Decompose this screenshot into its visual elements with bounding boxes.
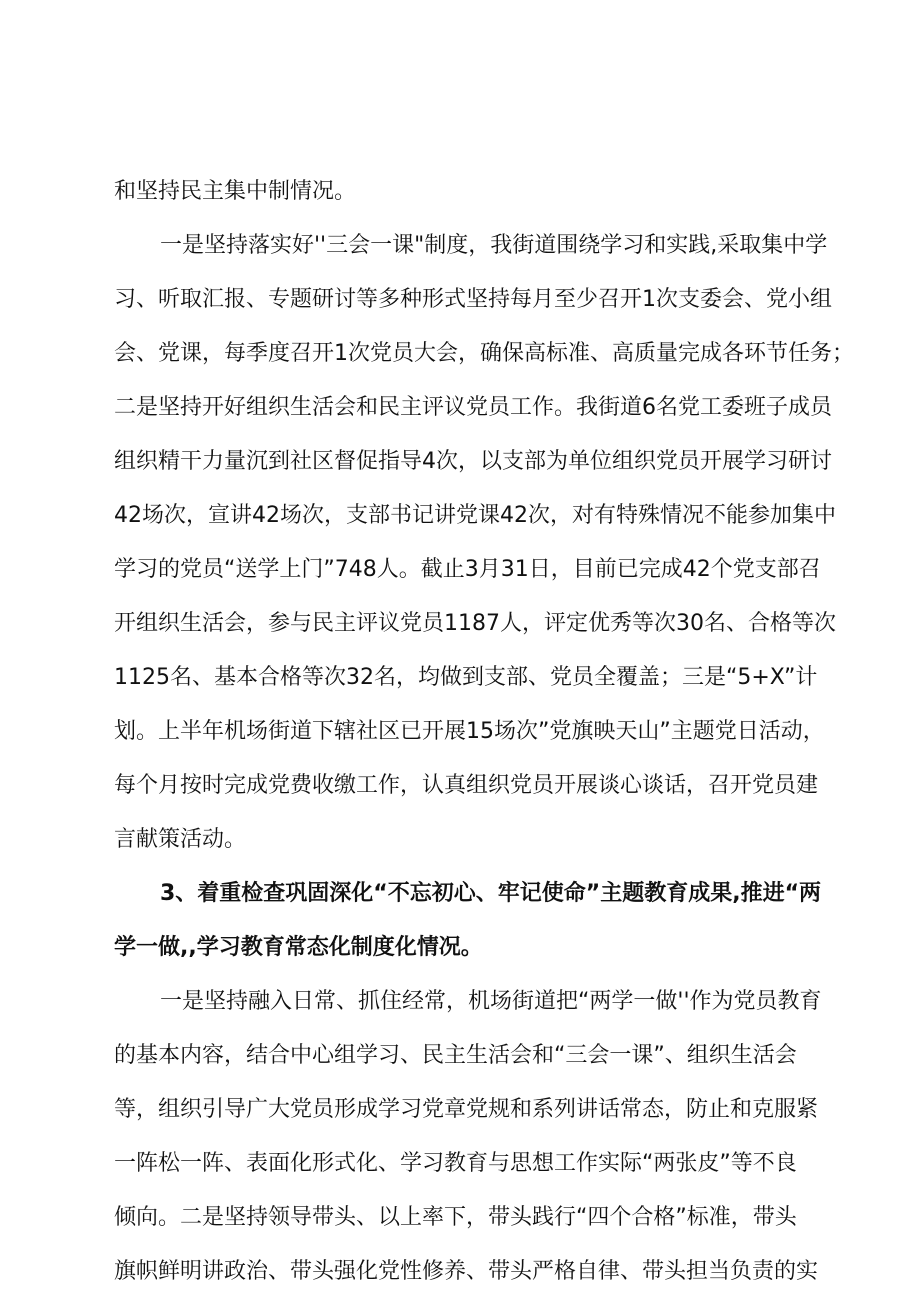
paragraph-line: 一阵松一阵、表面化形式化、学习教育与思想工作实际“两张皮”等不良 <box>114 1151 797 1176</box>
paragraph-line: 42场次，宣讲42场次，支部书记讲党课42次，对有特殊情况不能参加集中 <box>114 503 836 528</box>
paragraph-line: 等，组织引导广大党员形成学习党章党规和系列讲话常态，防止和克服紧 <box>114 1097 819 1122</box>
paragraph-two-studies <box>114 975 822 1299</box>
heading-line: 3、着重检查巩固深化“不忘初心、牢记使命”主题教育成果,推进“两 <box>160 881 822 906</box>
heading-line: 学一做,,学习教育常态化制度化情况。 <box>114 935 483 960</box>
paragraph-line: 会、党课，每季度召开1次党员大会，确保高标准、高质量完成各环节任务； <box>114 341 854 366</box>
paragraph-line: 组织精干力量沉到社区督促指导4次，以支部为单位组织党员开展学习研讨 <box>114 449 832 474</box>
section-heading <box>114 867 822 975</box>
paragraph-line: 二是坚持开好组织生活会和民主评议党员工作。我街道6名党工委班子成员 <box>114 395 832 420</box>
paragraph-line: 的基本内容，结合中心组学习、民主生活会和“三会一课”、组织生活会 <box>114 1043 797 1068</box>
paragraph-line: 言献策活动。 <box>114 827 247 852</box>
document-body <box>114 165 854 1299</box>
paragraph-line: 一是坚持融入日常、抓住经常，机场街道把“两学一做''作为党员教育 <box>160 989 822 1014</box>
paragraph-line: 倾向。二是坚持领导带头、以上率下，带头践行“四个合格”标准，带头 <box>114 1205 797 1230</box>
paragraph-line: 开组织生活会，参与民主评议党员1187人，评定优秀等次30名、合格等次 <box>114 611 836 636</box>
paragraph-line: 习、听取汇报、专题研讨等多种形式坚持每月至少召开1次支委会、党小组 <box>114 287 832 312</box>
paragraph-line: 和坚持民主集中制情况。 <box>114 179 357 204</box>
paragraph-line: 学习的党员“送学上门”748人。截止3月31日，目前已完成42个党支部召 <box>114 557 821 582</box>
paragraph-line: 每个月按时完成党费收缴工作，认真组织党员开展谈心谈话，召开党员建 <box>114 773 819 798</box>
paragraph-line: 1125名、基本合格等次32名，均做到支部、党员全覆盖；三是“5+X”计 <box>114 665 818 690</box>
paragraph-three-meetings <box>114 219 854 867</box>
paragraph-line: 旗帜鲜明讲政治、带头强化党性修养、带头严格自律、带头担当负责的实 <box>114 1259 819 1284</box>
paragraph-line: 一是坚持落实好''三会一课"制度，我街道围绕学习和实践,采取集中学 <box>160 233 828 258</box>
paragraph-line: 划。上半年机场街道下辖社区已开展15场次”党旗映天山”主题党日活动， <box>114 719 825 744</box>
paragraph-continuation <box>114 165 814 219</box>
